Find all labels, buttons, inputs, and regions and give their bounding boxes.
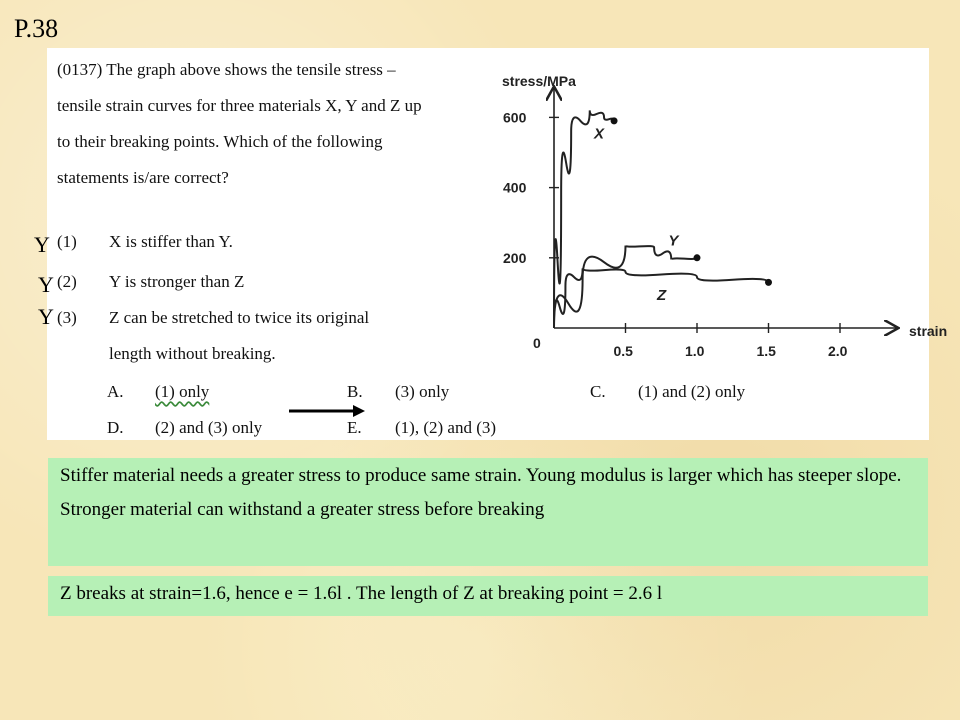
series-label-x: X [594,125,605,143]
statement-number: (2) [57,272,77,291]
statement-text: Z can be stretched to twice its original [109,308,370,327]
option-label: E. [347,418,362,437]
statement-number: (3) [57,308,77,327]
x-tick-label: 1.0 [685,343,705,359]
option-b[interactable] [347,382,449,402]
origin-label: 0 [533,335,541,351]
curve-y [554,246,697,328]
x-tick-label: 0.5 [613,343,633,359]
option-text: (1) and (2) only [638,382,746,401]
option-label: A. [107,382,124,401]
stress-strain-graph [487,48,948,368]
stiffer-note: Stiffer material needs a greater stress to produce same strain. Young modulus is larger which has steeper slope. [60,465,902,486]
answer-mark-3: Y [38,304,54,329]
x-axis-label: strain [909,323,948,339]
statement-text: Y is stronger than Z [109,272,245,291]
series-label-z: Z [656,286,667,304]
x-tick-label: 1.5 [756,343,776,359]
explanation-box [48,458,928,566]
z-break-note: Z breaks at strain=1.6, hence e = 1.6l . The length of Z at breaking point = 2.6 l [48,576,928,616]
answer-arrow [287,404,367,418]
option-label: B. [347,382,363,401]
break-point-y [694,254,701,261]
option-e[interactable] [347,418,496,438]
option-text: (2) and (3) only [155,418,263,437]
option-text: (3) only [395,382,450,401]
series-label-y: Y [668,232,679,250]
statement-number: (1) [57,232,77,251]
y-tick-label: 600 [503,109,527,126]
break-point-x [611,117,618,124]
stronger-note: Stronger material can withstand a greater stress before breaking [60,499,545,520]
question-panel [47,48,948,440]
answer-mark-2: Y [38,272,54,297]
option-label: C. [590,382,606,401]
slide-title: P.38 [14,14,59,43]
option-c[interactable] [590,382,745,402]
x-tick-label: 2.0 [828,343,848,359]
statement-text: X is stiffer than Y. [109,232,233,251]
statement-3-continuation: length without breaking. [109,344,276,363]
answer-mark-1: Y [34,232,50,257]
option-label: D. [107,418,124,437]
break-point-z [765,279,772,286]
option-a[interactable] [107,382,209,402]
y-tick-label: 400 [503,179,527,196]
option-text: (1), (2) and (3) [395,418,497,437]
y-tick-label: 200 [503,249,527,266]
option-text: (1) only [155,382,210,401]
option-d[interactable] [107,418,262,438]
y-axis-label: stress/MPa [502,73,576,89]
question-text: (0137) The graph above shows the tensile stress – tensile strain curves for three materials X, Y and Z up to their breaking points. Which of the following statements is/are correct? [57,60,422,187]
